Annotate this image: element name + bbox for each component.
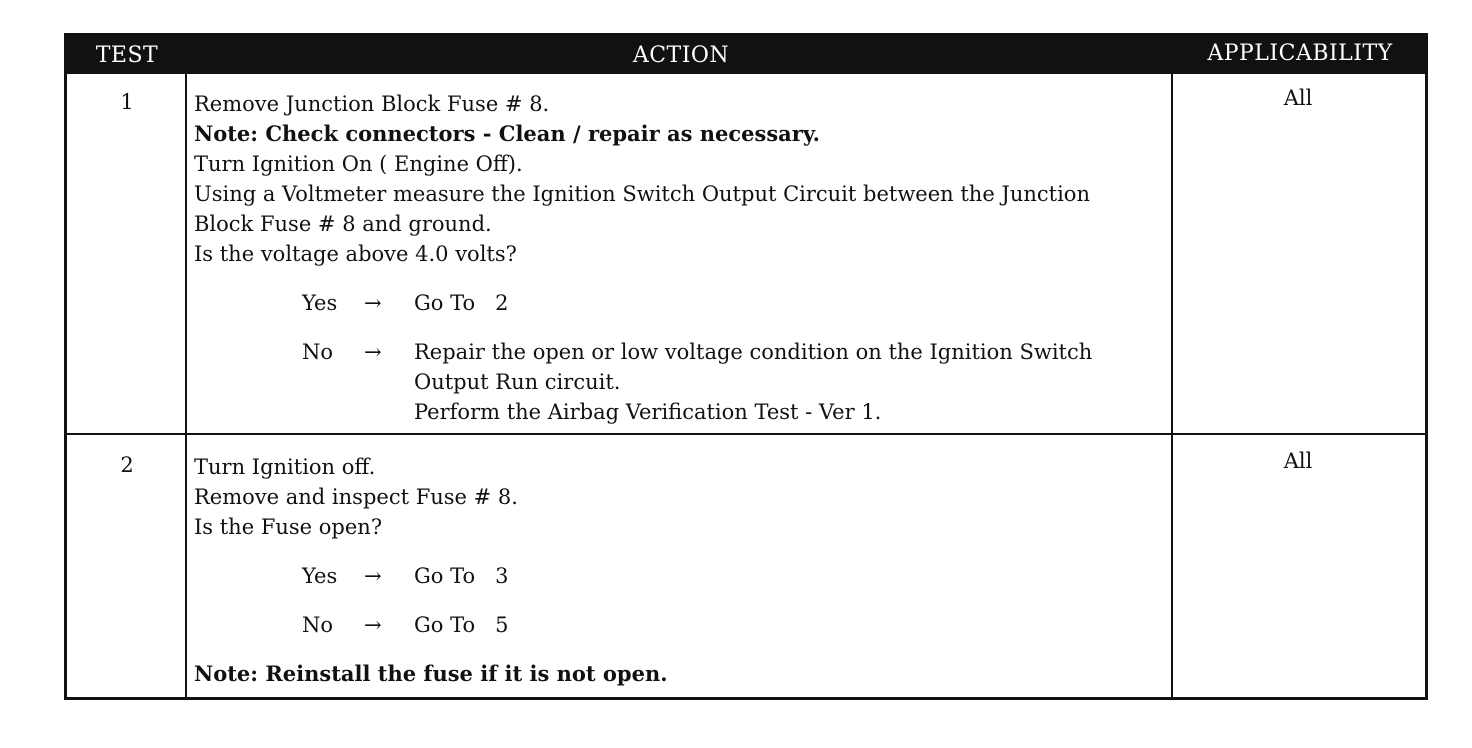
branch-yes [302, 288, 1169, 318]
action-line: Turn Ignition On ( Engine Off). [194, 152, 523, 176]
action-note: Note: Check connectors - Clean / repair as necessary. [194, 121, 820, 146]
action-cell [194, 89, 1169, 427]
action-line: Turn Ignition off. [194, 455, 376, 479]
test-number: 2 [120, 453, 134, 477]
table-header [67, 36, 1425, 74]
action-line: Is the voltage above 4.0 volts? [194, 242, 517, 266]
branch-label: No [302, 340, 334, 364]
header-applicability: APPLICABILITY [1207, 41, 1393, 66]
branch-text [414, 610, 1169, 640]
applicability-cell: All [1283, 86, 1313, 110]
test-number: 1 [120, 90, 134, 114]
action-line: Block Fuse # 8 and ground. [194, 212, 492, 236]
action-note: Note: Reinstall the fuse if it is not open. [194, 661, 668, 686]
arrow-right-icon: → [364, 613, 382, 637]
applicability-cell: All [1283, 449, 1313, 473]
branch-text-line: Go To 2 [414, 291, 509, 315]
table-row [67, 437, 1425, 699]
action-cell [194, 452, 1169, 689]
branch-text-line: Output Run circuit. [414, 370, 621, 394]
row-divider [67, 433, 1425, 435]
arrow-right-icon: → [364, 291, 382, 315]
header-test: TEST [95, 43, 159, 68]
branch-label: No [302, 613, 334, 637]
action-line: Is the Fuse open? [194, 515, 383, 539]
action-line: Using a Voltmeter measure the Ignition Switch Output Circuit between the Junction [194, 182, 1090, 206]
table-row [67, 74, 1425, 433]
branch-label: Yes [302, 564, 338, 588]
branch-no [302, 337, 1169, 427]
branch-text-line: Go To 5 [414, 613, 509, 637]
action-line: Remove Junction Block Fuse # 8. [194, 92, 550, 116]
header-action: ACTION [632, 43, 730, 68]
branch-text [414, 561, 1169, 591]
branch-text [414, 337, 1169, 427]
arrow-right-icon: → [364, 340, 382, 364]
diagnostic-test-table [64, 33, 1428, 700]
action-line: Remove and inspect Fuse # 8. [194, 485, 518, 509]
branch-label: Yes [302, 291, 338, 315]
branch-no [302, 610, 1169, 640]
branch-text-line: Perform the Airbag Verification Test - Ver 1. [414, 400, 882, 424]
arrow-right-icon: → [364, 564, 382, 588]
branch-text [414, 288, 1169, 318]
branch-text-line: Repair the open or low voltage condition on the Ignition Switch [414, 340, 1093, 364]
branch-yes [302, 561, 1169, 591]
branch-text-line: Go To 3 [414, 564, 509, 588]
